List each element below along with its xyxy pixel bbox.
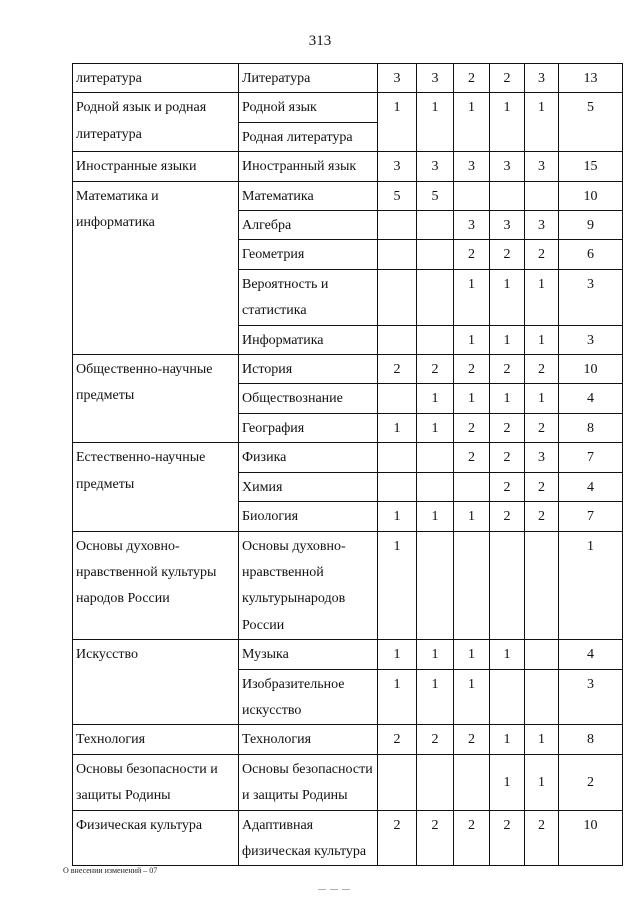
hours-cell	[378, 325, 417, 354]
area-cell: литература	[73, 64, 239, 93]
hours-cell: 1	[454, 640, 490, 669]
area-cell: Технология	[73, 725, 239, 754]
table-row	[73, 64, 623, 93]
hours-cell: 1	[454, 669, 490, 725]
subject-cell: Биология	[239, 502, 378, 531]
hours-cell	[378, 384, 417, 413]
total-cell: 10	[559, 355, 623, 384]
footer-doc-ref: О внесении изменений – 07	[63, 866, 158, 875]
hours-cell: 1	[490, 384, 525, 413]
hours-cell	[490, 181, 525, 210]
hours-cell: 3	[378, 64, 417, 93]
subject-cell: Основы духовно-нравственной культурынародов России	[239, 531, 378, 640]
total-cell: 15	[559, 152, 623, 181]
hours-cell: 1	[378, 502, 417, 531]
table-row	[73, 93, 623, 122]
area-cell: Общественно-научные предметы	[73, 355, 239, 443]
total-cell: 4	[559, 640, 623, 669]
table-row	[73, 754, 623, 810]
hours-cell: 2	[417, 355, 454, 384]
total-cell: 2	[559, 754, 623, 810]
footer-mark: — — —	[318, 884, 351, 893]
hours-cell: 3	[525, 211, 559, 240]
hours-cell: 1	[454, 269, 490, 325]
hours-cell	[417, 240, 454, 269]
hours-cell	[454, 531, 490, 640]
hours-cell	[490, 531, 525, 640]
hours-cell	[417, 269, 454, 325]
hours-cell: 1	[417, 640, 454, 669]
hours-cell	[525, 669, 559, 725]
hours-cell	[378, 443, 417, 472]
hours-cell: 1	[417, 413, 454, 442]
hours-cell	[417, 754, 454, 810]
hours-cell: 2	[525, 502, 559, 531]
hours-cell	[417, 325, 454, 354]
hours-cell: 1	[378, 413, 417, 442]
table-row	[73, 181, 623, 210]
table-row	[73, 152, 623, 181]
hours-cell: 2	[525, 355, 559, 384]
hours-cell	[378, 754, 417, 810]
hours-cell	[378, 240, 417, 269]
subject-cell: Физика	[239, 443, 378, 472]
hours-cell: 2	[525, 810, 559, 866]
hours-cell: 1	[378, 669, 417, 725]
total-cell: 9	[559, 211, 623, 240]
hours-cell: 1	[378, 640, 417, 669]
hours-cell: 1	[454, 384, 490, 413]
hours-cell: 2	[417, 725, 454, 754]
area-cell: Искусство	[73, 640, 239, 725]
hours-cell	[525, 640, 559, 669]
hours-cell: 1	[525, 725, 559, 754]
hours-cell: 5	[378, 181, 417, 210]
hours-cell	[378, 211, 417, 240]
hours-cell: 2	[525, 240, 559, 269]
subject-cell: Геометрия	[239, 240, 378, 269]
total-cell: 7	[559, 443, 623, 472]
hours-cell: 1	[454, 325, 490, 354]
area-cell: Физическая культура	[73, 810, 239, 866]
subject-cell: География	[239, 413, 378, 442]
page-number: 313	[308, 33, 332, 49]
total-cell: 3	[559, 325, 623, 354]
area-cell: Иностранные языки	[73, 152, 239, 181]
hours-cell: 3	[490, 152, 525, 181]
curriculum-table	[72, 63, 623, 866]
hours-cell: 2	[417, 810, 454, 866]
hours-cell: 1	[490, 725, 525, 754]
area-cell: Естественно-научные предметы	[73, 443, 239, 531]
hours-cell: 2	[454, 725, 490, 754]
hours-cell: 1	[417, 669, 454, 725]
subject-cell: Обществознание	[239, 384, 378, 413]
hours-cell	[490, 669, 525, 725]
hours-cell: 3	[525, 64, 559, 93]
hours-cell: 2	[378, 355, 417, 384]
hours-cell: 2	[378, 810, 417, 866]
table-row	[73, 810, 623, 866]
subject-cell: Вероятность и статистика	[239, 269, 378, 325]
subject-cell: Технология	[239, 725, 378, 754]
hours-cell	[454, 472, 490, 501]
table-row	[73, 640, 623, 669]
hours-cell: 2	[490, 355, 525, 384]
subject-cell: Алгебра	[239, 211, 378, 240]
subject-cell: Родной язык	[239, 93, 378, 122]
hours-cell: 1	[454, 502, 490, 531]
hours-cell: 1	[490, 754, 525, 810]
hours-cell: 2	[490, 810, 525, 866]
subject-cell: Изобразительное искусство	[239, 669, 378, 725]
hours-cell: 1	[490, 269, 525, 325]
hours-cell: 2	[490, 240, 525, 269]
total-cell: 10	[559, 181, 623, 210]
total-cell: 8	[559, 725, 623, 754]
table-row	[73, 725, 623, 754]
hours-cell	[378, 472, 417, 501]
hours-cell: 1	[525, 325, 559, 354]
subject-cell: Родная литература	[239, 122, 378, 151]
hours-cell	[417, 531, 454, 640]
total-cell: 10	[559, 810, 623, 866]
hours-cell: 2	[490, 443, 525, 472]
hours-cell: 5	[417, 181, 454, 210]
hours-cell	[378, 269, 417, 325]
hours-cell	[417, 443, 454, 472]
hours-cell: 2	[454, 355, 490, 384]
subject-cell: Иностранный язык	[239, 152, 378, 181]
table-row	[73, 531, 623, 640]
hours-cell: 1	[417, 93, 454, 152]
hours-cell: 1	[525, 384, 559, 413]
hours-cell: 2	[490, 64, 525, 93]
hours-cell	[454, 754, 490, 810]
hours-cell: 1	[417, 502, 454, 531]
subject-cell: История	[239, 355, 378, 384]
hours-cell: 1	[525, 269, 559, 325]
area-cell: Математика и информатика	[73, 181, 239, 354]
hours-cell	[417, 472, 454, 501]
hours-cell: 3	[454, 211, 490, 240]
total-cell: 4	[559, 472, 623, 501]
total-cell: 5	[559, 93, 623, 152]
table-row	[73, 355, 623, 384]
hours-cell: 3	[490, 211, 525, 240]
hours-cell: 1	[378, 531, 417, 640]
area-cell: Основы безопасности и защиты Родины	[73, 754, 239, 810]
hours-cell: 2	[525, 413, 559, 442]
hours-cell: 2	[454, 64, 490, 93]
total-cell: 13	[559, 64, 623, 93]
total-cell: 4	[559, 384, 623, 413]
hours-cell: 3	[525, 152, 559, 181]
hours-cell: 3	[525, 443, 559, 472]
subject-cell: Информатика	[239, 325, 378, 354]
hours-cell: 1	[454, 93, 490, 152]
hours-cell: 1	[417, 384, 454, 413]
hours-cell: 2	[490, 502, 525, 531]
hours-cell: 1	[490, 640, 525, 669]
total-cell: 1	[559, 531, 623, 640]
total-cell: 7	[559, 502, 623, 531]
area-cell: Основы духовно-нравственной культуры народов России	[73, 531, 239, 640]
total-cell: 6	[559, 240, 623, 269]
subject-cell: Основы безопасности и защиты Родины	[239, 754, 378, 810]
area-cell: Родной язык и родная литература	[73, 93, 239, 152]
hours-cell: 2	[490, 413, 525, 442]
hours-cell: 2	[454, 413, 490, 442]
hours-cell: 2	[454, 810, 490, 866]
hours-cell: 3	[454, 152, 490, 181]
subject-cell: Литература	[239, 64, 378, 93]
hours-cell: 2	[490, 472, 525, 501]
hours-cell: 1	[525, 93, 559, 152]
subject-cell: Химия	[239, 472, 378, 501]
subject-cell: Адаптивная физическая культура	[239, 810, 378, 866]
hours-cell: 2	[454, 240, 490, 269]
hours-cell: 1	[378, 93, 417, 152]
hours-cell: 2	[525, 472, 559, 501]
table-row	[73, 443, 623, 472]
total-cell: 3	[559, 669, 623, 725]
hours-cell	[417, 211, 454, 240]
hours-cell: 1	[490, 325, 525, 354]
hours-cell	[454, 181, 490, 210]
hours-cell: 3	[417, 64, 454, 93]
hours-cell: 3	[378, 152, 417, 181]
hours-cell: 1	[525, 754, 559, 810]
total-cell: 8	[559, 413, 623, 442]
hours-cell	[525, 531, 559, 640]
hours-cell: 3	[417, 152, 454, 181]
hours-cell: 2	[454, 443, 490, 472]
hours-cell	[525, 181, 559, 210]
total-cell: 3	[559, 269, 623, 325]
subject-cell: Математика	[239, 181, 378, 210]
hours-cell: 1	[490, 93, 525, 152]
subject-cell: Музыка	[239, 640, 378, 669]
hours-cell: 2	[378, 725, 417, 754]
